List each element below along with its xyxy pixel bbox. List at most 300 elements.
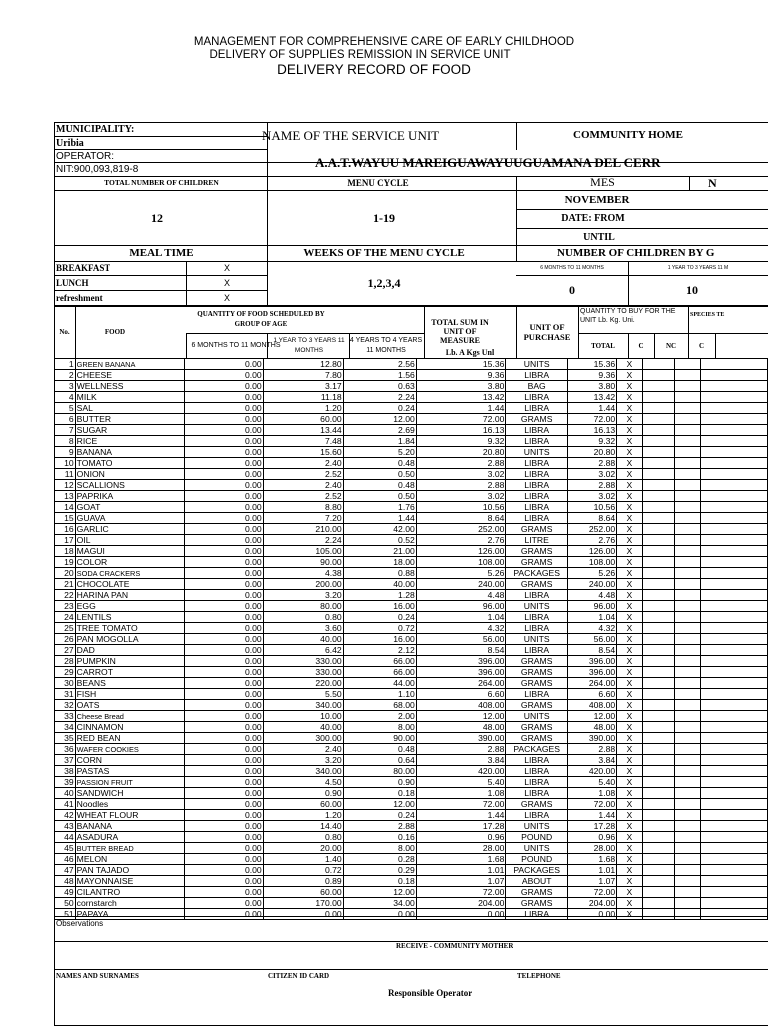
food-name: MAYONNAISE	[75, 876, 184, 887]
qty-1y: 4.38	[263, 568, 343, 579]
row-number: 37	[55, 755, 76, 766]
total-sum: 56.00	[416, 634, 506, 645]
c-mark: X	[617, 447, 642, 458]
nit-value: NIT:900,093,819-8	[56, 164, 139, 175]
c2-mark	[675, 590, 701, 601]
qty-4y: 8.00	[343, 722, 416, 733]
qty-1y: 5.50	[263, 689, 343, 700]
nc-mark	[642, 513, 675, 524]
buy-total: 10.56	[567, 502, 616, 513]
food-name: BANANA	[75, 447, 184, 458]
food-name: DAD	[75, 645, 184, 656]
food-name: PAPRIKA	[75, 491, 184, 502]
qty-4y: 66.00	[343, 667, 416, 678]
c-mark: X	[617, 722, 642, 733]
buy-total: 28.00	[567, 843, 616, 854]
food-name: WELLNESS	[75, 381, 184, 392]
nc-mark	[642, 645, 675, 656]
buy-total: 72.00	[567, 414, 616, 425]
qty-1y: 1.20	[263, 810, 343, 821]
c2-mark	[675, 876, 701, 887]
qty-6m: 0.00	[185, 425, 264, 436]
qty-4y: 16.00	[343, 601, 416, 612]
qty-1y: 2.52	[263, 469, 343, 480]
c2-mark	[675, 887, 701, 898]
buy-total: 252.00	[567, 524, 616, 535]
food-name: cornstarch	[75, 898, 184, 909]
c2-mark	[675, 722, 701, 733]
c2-mark	[675, 634, 701, 645]
until-label: UNTIL	[583, 232, 615, 243]
table-row	[55, 711, 768, 722]
total-sum: 5.26	[416, 568, 506, 579]
qty-1y: 0.80	[263, 832, 343, 843]
nc-mark	[642, 700, 675, 711]
row-number: 27	[55, 645, 76, 656]
c2-mark	[675, 799, 701, 810]
buy-total: 5.40	[567, 777, 616, 788]
c2-mark	[675, 667, 701, 678]
table-row	[55, 865, 768, 876]
c2-mark	[675, 557, 701, 568]
header-species: SPECIES TE	[690, 312, 725, 318]
c2-mark	[675, 568, 701, 579]
header-food: FOOD	[104, 328, 126, 336]
row-number: 44	[55, 832, 76, 843]
species-cell	[701, 766, 768, 777]
c-mark: X	[617, 777, 642, 788]
nc-mark	[642, 843, 675, 854]
row-number: 32	[55, 700, 76, 711]
citizen-id-label: CITIZEN ID CARD	[268, 972, 330, 980]
c-mark: X	[617, 502, 642, 513]
buy-total: 17.28	[567, 821, 616, 832]
food-name: GREEN BANANA	[75, 359, 184, 370]
children-by-group-label: NUMBER OF CHILDREN BY G	[557, 247, 715, 259]
species-cell	[701, 843, 768, 854]
food-name: COLOR	[75, 557, 184, 568]
total-sum: 9.32	[416, 436, 506, 447]
qty-6m: 0.00	[185, 876, 264, 887]
unit-of-purchase: UNITS	[506, 359, 568, 370]
c-mark: X	[617, 832, 642, 843]
qty-6m: 0.00	[185, 447, 264, 458]
food-name: Cheese Bread	[75, 711, 184, 722]
row-number: 33	[55, 711, 76, 722]
nc-mark	[642, 502, 675, 513]
row-number: 30	[55, 678, 76, 689]
qty-4y: 0.90	[343, 777, 416, 788]
row-number: 20	[55, 568, 76, 579]
unit-of-purchase: POUND	[506, 854, 568, 865]
species-cell	[701, 480, 768, 491]
unit-of-purchase: UNITS	[506, 821, 568, 832]
telephone-label: TELEPHONE	[517, 972, 561, 980]
unit-of-purchase: UNITS	[506, 711, 568, 722]
row-number: 13	[55, 491, 76, 502]
row-number: 8	[55, 436, 76, 447]
qty-4y: 68.00	[343, 700, 416, 711]
c2-mark	[675, 359, 701, 370]
table-row	[55, 678, 768, 689]
c-mark: X	[617, 425, 642, 436]
total-sum: 1.44	[416, 810, 506, 821]
table-row	[55, 557, 768, 568]
nc-mark	[642, 425, 675, 436]
qty-1y: 2.40	[263, 480, 343, 491]
unit-of-purchase: GRAMS	[506, 656, 568, 667]
total-sum: 420.00	[416, 766, 506, 777]
buy-total: 1.68	[567, 854, 616, 865]
row-number: 39	[55, 777, 76, 788]
table-row	[55, 722, 768, 733]
total-sum: 252.00	[416, 524, 506, 535]
c2-mark	[675, 777, 701, 788]
c2-mark	[675, 458, 701, 469]
c-mark: X	[617, 469, 642, 480]
buy-total: 8.54	[567, 645, 616, 656]
unit-of-purchase: LIBRA	[506, 612, 568, 623]
c-mark: X	[617, 887, 642, 898]
table-row	[55, 832, 768, 843]
food-name: PAN TAJADO	[75, 865, 184, 876]
c-mark: X	[617, 359, 642, 370]
species-cell	[701, 821, 768, 832]
food-name: EGG	[75, 601, 184, 612]
qty-6m: 0.00	[185, 392, 264, 403]
food-name: MAGUI	[75, 546, 184, 557]
qty-6m: 0.00	[185, 843, 264, 854]
qty-4y: 16.00	[343, 634, 416, 645]
row-number: 11	[55, 469, 76, 480]
c-mark: X	[617, 744, 642, 755]
c-mark: X	[617, 909, 642, 920]
buy-total: 72.00	[567, 799, 616, 810]
total-sum: 12.00	[416, 711, 506, 722]
species-cell	[701, 414, 768, 425]
unit-of-purchase: LIBRA	[506, 392, 568, 403]
nc-mark	[642, 458, 675, 469]
header-no: No.	[59, 328, 70, 336]
qty-1y: 90.00	[263, 557, 343, 568]
qty-4y: 0.52	[343, 535, 416, 546]
species-cell	[701, 502, 768, 513]
c-mark: X	[617, 810, 642, 821]
buy-total: 396.00	[567, 656, 616, 667]
food-name: MILK	[75, 392, 184, 403]
qty-6m: 0.00	[185, 370, 264, 381]
food-name: CARROT	[75, 667, 184, 678]
table-row	[55, 667, 768, 678]
species-cell	[701, 359, 768, 370]
species-cell	[701, 722, 768, 733]
buy-total: 4.48	[567, 590, 616, 601]
c-mark: X	[617, 480, 642, 491]
row-number: 22	[55, 590, 76, 601]
c2-mark	[675, 645, 701, 656]
qty-6m: 0.00	[185, 777, 264, 788]
table-row	[55, 887, 768, 898]
qty-4y: 0.18	[343, 876, 416, 887]
qty-4y: 0.29	[343, 865, 416, 876]
unit-of-purchase: ABOUT	[506, 876, 568, 887]
total-sum: 1.01	[416, 865, 506, 876]
qty-6m: 0.00	[185, 524, 264, 535]
buy-total: 9.32	[567, 436, 616, 447]
food-name: MELON	[75, 854, 184, 865]
qty-1y: 13.44	[263, 425, 343, 436]
qty-4y: 2.24	[343, 392, 416, 403]
row-number: 15	[55, 513, 76, 524]
unit-of-purchase: LIBRA	[506, 788, 568, 799]
c-mark: X	[617, 535, 642, 546]
species-cell	[701, 601, 768, 612]
qty-1y: 0.90	[263, 788, 343, 799]
c2-mark	[675, 865, 701, 876]
table-row	[55, 381, 768, 392]
weeks-value: 1,2,3,4	[367, 276, 401, 290]
row-number: 29	[55, 667, 76, 678]
row-number: 5	[55, 403, 76, 414]
food-name: SODA CRACKERS	[75, 568, 184, 579]
food-name: Noodles	[75, 799, 184, 810]
qty-1y: 60.00	[263, 887, 343, 898]
unit-of-purchase: LIBRA	[506, 513, 568, 524]
qty-1y: 300.00	[263, 733, 343, 744]
qty-1y: 330.00	[263, 667, 343, 678]
species-cell	[701, 524, 768, 535]
nc-mark	[642, 546, 675, 557]
qty-1y: 80.00	[263, 601, 343, 612]
row-number: 14	[55, 502, 76, 513]
municipality-value: Uribia	[56, 138, 84, 149]
species-cell	[701, 887, 768, 898]
food-name: RED BEAN	[75, 733, 184, 744]
c2-mark	[675, 414, 701, 425]
header-c2: C	[698, 342, 705, 350]
qty-6m: 0.00	[185, 535, 264, 546]
c-mark: X	[617, 854, 642, 865]
qty-1y: 8.80	[263, 502, 343, 513]
species-cell	[701, 700, 768, 711]
c2-mark	[675, 678, 701, 689]
qty-4y: 0.48	[343, 458, 416, 469]
group2-label: 1 YEAR TO 3 YEARS 11 M	[667, 265, 729, 271]
unit-of-purchase: LIBRA	[506, 590, 568, 601]
qty-4y: 21.00	[343, 546, 416, 557]
header-1y: 1 YEAR TO 3 YEARS 11 MONTHS	[273, 337, 345, 354]
row-number: 35	[55, 733, 76, 744]
c-mark: X	[617, 755, 642, 766]
c2-mark	[675, 480, 701, 491]
qty-6m: 0.00	[185, 469, 264, 480]
qty-1y: 200.00	[263, 579, 343, 590]
qty-6m: 0.00	[185, 865, 264, 876]
unit-of-purchase: PACKAGES	[506, 865, 568, 876]
species-cell	[701, 832, 768, 843]
food-name: CINNAMON	[75, 722, 184, 733]
buy-total: 1.04	[567, 612, 616, 623]
c-mark: X	[617, 524, 642, 535]
c-mark: X	[617, 799, 642, 810]
nc-mark	[642, 403, 675, 414]
row-number: 17	[55, 535, 76, 546]
unit-of-purchase: LIBRA	[506, 370, 568, 381]
service-unit-name: A.A.T.WAYUU MAREIGUAWAYUUGUAMANA DEL CERR	[315, 155, 661, 170]
table-row	[55, 788, 768, 799]
species-cell	[701, 447, 768, 458]
qty-1y: 7.80	[263, 370, 343, 381]
meal-lunch-mark: X	[223, 278, 230, 288]
food-name: RICE	[75, 436, 184, 447]
c2-mark	[675, 755, 701, 766]
c2-mark	[675, 810, 701, 821]
qty-6m: 0.00	[185, 854, 264, 865]
qty-1y: 11.18	[263, 392, 343, 403]
total-sum: 4.32	[416, 623, 506, 634]
unit-of-purchase: GRAMS	[506, 546, 568, 557]
food-name: BUTTER BREAD	[75, 843, 184, 854]
qty-1y: 340.00	[263, 700, 343, 711]
total-sum: 2.88	[416, 458, 506, 469]
qty-4y: 0.00	[343, 909, 416, 920]
qty-1y: 6.42	[263, 645, 343, 656]
row-number: 19	[55, 557, 76, 568]
species-cell	[701, 381, 768, 392]
qty-4y: 42.00	[343, 524, 416, 535]
c2-mark	[675, 579, 701, 590]
qty-4y: 2.69	[343, 425, 416, 436]
row-number: 9	[55, 447, 76, 458]
buy-total: 0.00	[567, 909, 616, 920]
species-cell	[701, 590, 768, 601]
qty-6m: 0.00	[185, 612, 264, 623]
qty-1y: 7.48	[263, 436, 343, 447]
row-number: 21	[55, 579, 76, 590]
footer-block	[54, 916, 768, 1026]
table-row	[55, 359, 768, 370]
qty-1y: 3.20	[263, 755, 343, 766]
row-number: 36	[55, 744, 76, 755]
food-name: GUAVA	[75, 513, 184, 524]
qty-4y: 80.00	[343, 766, 416, 777]
header-c: C	[638, 342, 644, 350]
buy-total: 3.80	[567, 381, 616, 392]
group1-label: 6 MONTHS TO 11 MONTHS	[540, 265, 604, 271]
header-4y: 4 YEARS TO 4 YEARS 11 MONTHS	[349, 337, 423, 354]
unit-of-purchase: GRAMS	[506, 678, 568, 689]
qty-6m: 0.00	[185, 788, 264, 799]
total-sum: 17.28	[416, 821, 506, 832]
unit-of-purchase: UNITS	[506, 843, 568, 854]
mes-label: MES	[590, 175, 615, 189]
species-cell	[701, 876, 768, 887]
food-name: HARINA PAN	[75, 590, 184, 601]
qty-4y: 0.24	[343, 403, 416, 414]
qty-4y: 0.72	[343, 623, 416, 634]
total-sum: 72.00	[416, 414, 506, 425]
total-sum: 8.54	[416, 645, 506, 656]
qty-4y: 0.16	[343, 832, 416, 843]
c2-mark	[675, 546, 701, 557]
qty-1y: 7.20	[263, 513, 343, 524]
food-name: FISH	[75, 689, 184, 700]
qty-1y: 3.60	[263, 623, 343, 634]
row-number: 31	[55, 689, 76, 700]
row-number: 25	[55, 623, 76, 634]
total-sum: 396.00	[416, 667, 506, 678]
responsible-operator-label: Responsible Operator	[388, 988, 473, 998]
buy-total: 408.00	[567, 700, 616, 711]
total-sum: 1.07	[416, 876, 506, 887]
c2-mark	[675, 612, 701, 623]
c2-mark	[675, 601, 701, 612]
qty-4y: 66.00	[343, 656, 416, 667]
food-name: PASSION FRUIT	[75, 777, 184, 788]
c2-mark	[675, 843, 701, 854]
header-total: TOTAL	[591, 342, 615, 350]
buy-total: 12.00	[567, 711, 616, 722]
food-name: GARLIC	[75, 524, 184, 535]
nc-mark	[642, 524, 675, 535]
species-cell	[701, 568, 768, 579]
unit-of-purchase: GRAMS	[506, 799, 568, 810]
total-sum: 0.00	[416, 909, 506, 920]
total-sum: 240.00	[416, 579, 506, 590]
c-mark: X	[617, 612, 642, 623]
c-mark: X	[617, 733, 642, 744]
species-cell	[701, 810, 768, 821]
unit-of-purchase: LIBRA	[506, 810, 568, 821]
table-row	[55, 370, 768, 381]
qty-1y: 0.80	[263, 612, 343, 623]
qty-1y: 60.00	[263, 414, 343, 425]
qty-4y: 0.63	[343, 381, 416, 392]
table-row	[55, 810, 768, 821]
month-value: NOVEMBER	[564, 194, 630, 206]
table-row	[55, 634, 768, 645]
qty-4y: 12.00	[343, 887, 416, 898]
species-cell	[701, 656, 768, 667]
c-mark: X	[617, 370, 642, 381]
qty-4y: 0.24	[343, 612, 416, 623]
nc-mark	[642, 491, 675, 502]
nc-mark	[642, 469, 675, 480]
header-total-sum: TOTAL SUM IN UNIT OF MEASURE	[431, 318, 489, 345]
table-row	[55, 898, 768, 909]
table-row	[55, 766, 768, 777]
nc-mark	[642, 898, 675, 909]
table-row	[55, 590, 768, 601]
municipality-label: MUNICIPALITY:	[56, 124, 135, 135]
qty-6m: 0.00	[185, 909, 264, 920]
food-name: SUGAR	[75, 425, 184, 436]
qty-1y: 1.40	[263, 854, 343, 865]
buy-total: 1.08	[567, 788, 616, 799]
qty-1y: 2.40	[263, 458, 343, 469]
species-cell	[701, 645, 768, 656]
nc-mark	[642, 832, 675, 843]
c2-mark	[675, 821, 701, 832]
c-mark: X	[617, 623, 642, 634]
header-6m: 6 MONTHS TO 11 MONTHS	[191, 342, 281, 349]
qty-4y: 1.56	[343, 370, 416, 381]
unit-of-purchase: UNITS	[506, 447, 568, 458]
buy-total: 13.42	[567, 392, 616, 403]
total-sum: 3.02	[416, 491, 506, 502]
buy-total: 16.13	[567, 425, 616, 436]
nc-mark	[642, 711, 675, 722]
